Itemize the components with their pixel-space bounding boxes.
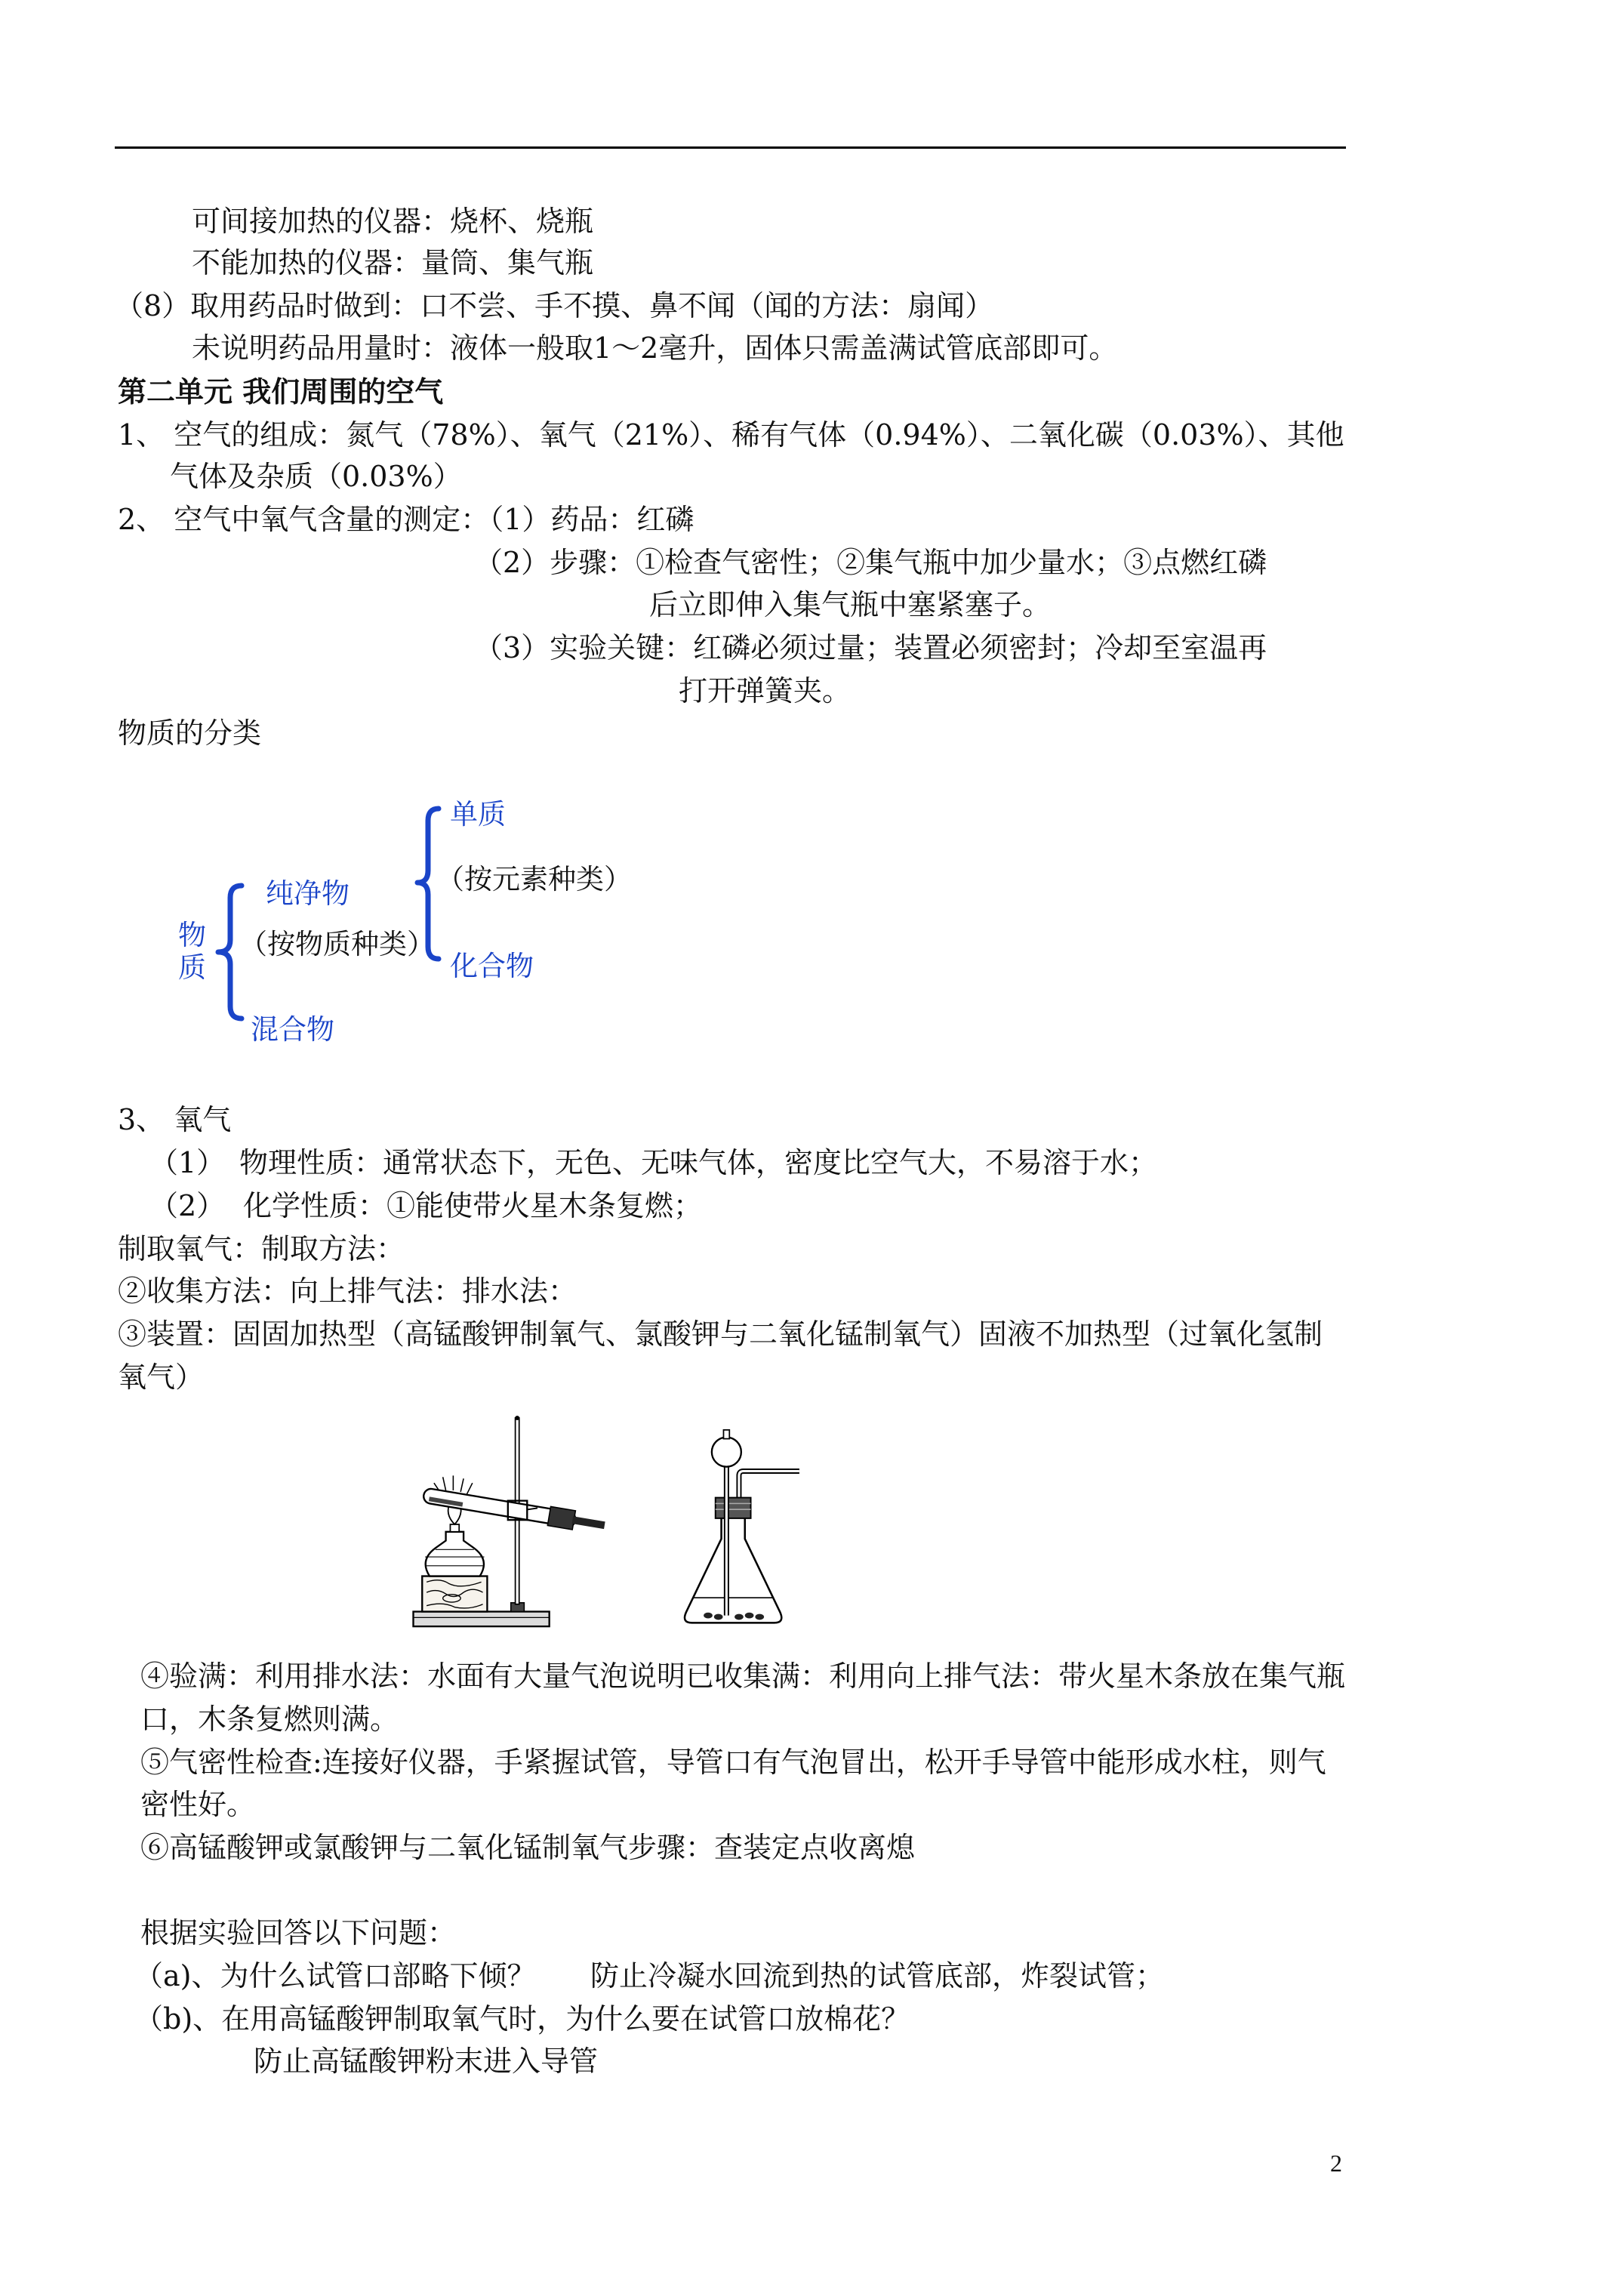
- air-composition-line-2: 气体及杂质（0.03%）: [170, 460, 462, 493]
- root-curly-brace: [218, 886, 242, 1019]
- heating-apparatus-figure: [396, 1413, 608, 1635]
- header-rule: [115, 146, 1346, 149]
- root-basis-label: （按物质种类）: [239, 928, 435, 960]
- measurement-key-line-1: （3）实验关键：红磷必须过量；装置必须密封；冷却至室温再: [474, 631, 1267, 664]
- collection-method-line: ②收集方法：向上排气法：排水法：: [118, 1274, 577, 1308]
- measurement-key-line-2: 打开弹簧夹。: [679, 674, 852, 707]
- not-heatable-line: 不能加热的仪器：量筒、集气瓶: [192, 246, 594, 279]
- measurement-steps-line-1: （2）步骤：①检查气密性；②集气瓶中加少量水；③点燃红磷: [474, 546, 1267, 579]
- answer-b: 防止高锰酸钾粉末进入导管: [254, 2045, 599, 2078]
- chemical-property-text: 化学性质：①能使带火星木条复燃；: [243, 1189, 703, 1222]
- compound-label: 化合物: [450, 950, 534, 982]
- physical-property-text: 物理性质：通常状态下，无色、无味气体，密度比空气大，不易溶于水；: [239, 1146, 1158, 1179]
- rubber-stopper: [716, 1498, 751, 1518]
- element-substance-label: 单质: [450, 798, 506, 831]
- unspecified-amount-line: 未说明药品用量时：液体一般取1～2毫升，固体只需盖满试管底部即可。: [192, 331, 1118, 365]
- flask-apparatus-figure: [676, 1427, 799, 1633]
- oxygen-measurement-title: 2、 空气中氧气含量的测定：（1）药品：红磷: [118, 503, 694, 536]
- pure-substance-label: 纯净物: [266, 877, 350, 910]
- root-label-char-2: 质: [178, 951, 206, 984]
- answer-a: 防止冷凝水回流到热的试管底部，炸裂试管；: [590, 1959, 1165, 1992]
- air-composition-line-1: 1、 空气的组成：氮气（78%）、氧气（21%）、稀有气体（0.94%）、二氧化碳（0.03%）、其他: [118, 418, 1344, 451]
- preparation-line: 制取氧气：制取方法：: [118, 1232, 405, 1265]
- page-number: 2: [1330, 2150, 1342, 2177]
- classification-braces: [196, 785, 468, 1046]
- questions-intro: 根据实验回答以下问题：: [140, 1916, 457, 1949]
- question-a: （a)、为什么试管口部略下倾？: [134, 1959, 536, 1992]
- full-check-line-2: 口，木条复燃则满。: [140, 1703, 399, 1736]
- measurement-steps-line-2: 后立即伸入集气瓶中塞紧塞子。: [649, 588, 1052, 621]
- root-label-char-1: 物: [178, 919, 206, 951]
- indirect-heating-line: 可间接加热的仪器：烧杯、烧瓶: [192, 205, 594, 238]
- apparatus-line-1: ③装置：固固加热型（高锰酸钾制氧气、氯酸钾与二氧化锰制氧气）固液不加热型（过氧化氢制: [118, 1318, 1323, 1351]
- airtightness-line-1: ⑤气密性检查:连接好仪器，手紧握试管，导管口有气泡冒出，松开手导管中能形成水柱，则气: [140, 1746, 1326, 1779]
- conical-flask: [685, 1515, 781, 1623]
- unit2-heading: 第二单元 我们周围的空气: [118, 374, 444, 408]
- apparatus-line-2: 氧气）: [118, 1361, 205, 1394]
- mixture-label: 混合物: [251, 1013, 334, 1046]
- chemical-property-number: （2）: [149, 1189, 226, 1222]
- airtightness-line-2: 密性好。: [140, 1788, 256, 1821]
- oxygen-title: 3、 氧气: [118, 1103, 232, 1136]
- item8-line: （8）取用药品时做到：口不尝、手不摸、鼻不闻（闻的方法：扇闻）: [115, 289, 994, 322]
- question-b: （b)、在用高锰酸钾制取氧气时，为什么要在试管口放棉花？: [134, 2002, 910, 2036]
- physical-property-number: （1）: [149, 1146, 226, 1179]
- full-check-line-1: ④验满：利用排水法：水面有大量气泡说明已收集满：利用向上排气法：带火星木条放在集气瓶: [140, 1660, 1346, 1693]
- procedure-steps-line: ⑥高锰酸钾或氯酸钾与二氧化锰制氧气步骤：查装定点收离熄: [140, 1831, 916, 1864]
- pure-basis-label: （按元素种类）: [436, 863, 632, 895]
- wooden-block: [422, 1576, 487, 1612]
- alcohol-lamp: [425, 1524, 484, 1576]
- classification-title: 物质的分类: [118, 717, 262, 750]
